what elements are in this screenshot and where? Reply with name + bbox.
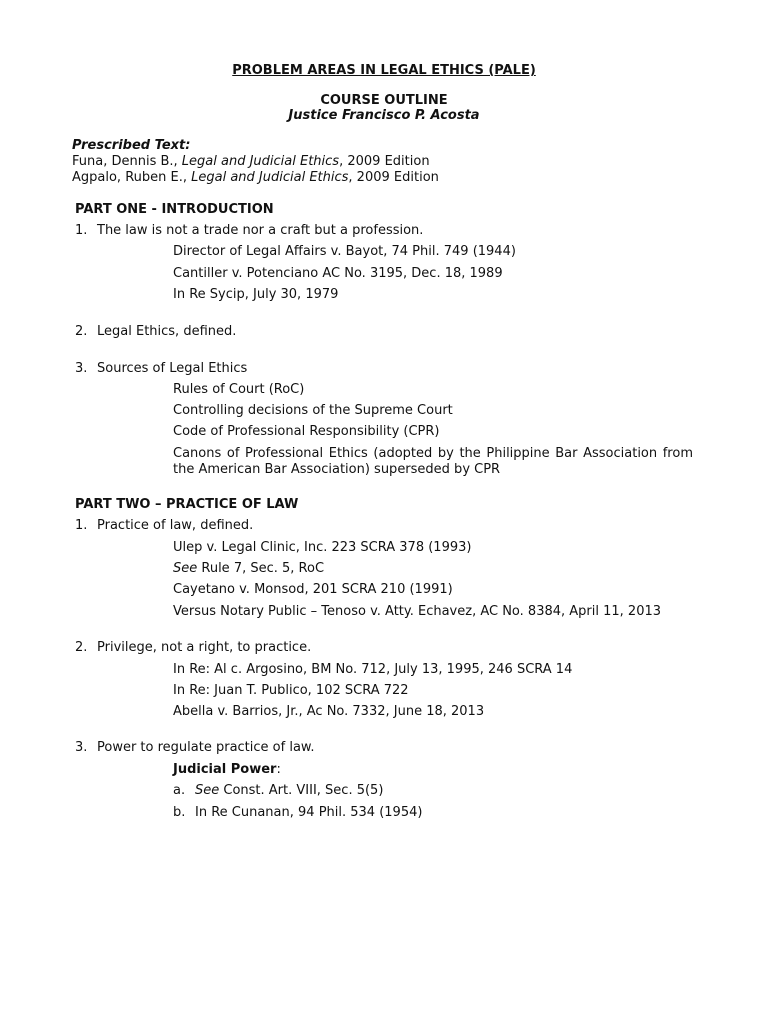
course-outline-heading: COURSE OUTLINE	[320, 93, 448, 108]
sub-item-b	[173, 805, 422, 821]
part-two-item-2	[75, 640, 311, 656]
citation	[173, 561, 693, 577]
part-two-item-3	[75, 740, 314, 756]
citation: Ulep v. Legal Clinic, Inc. 223 SCRA 378 (1993)	[173, 540, 472, 555]
prescribed-ref-1	[72, 154, 712, 170]
citation: In Re Sycip, July 30, 1979	[173, 287, 339, 302]
citation: Director of Legal Affairs v. Bayot, 74 Phil. 749 (1944)	[173, 244, 516, 259]
citation: Abella v. Barrios, Jr., Ac No. 7332, June 18, 2013	[173, 704, 485, 719]
citation: Cantiller v. Potenciano AC No. 3195, Dec. 18, 1989	[173, 266, 503, 281]
item-text: Privilege, not a right, to practice.	[97, 640, 312, 655]
ref-title: Legal and Judicial Ethics	[191, 170, 349, 185]
citation: Cayetano v. Monsod, 201 SCRA 210 (1991)	[173, 582, 453, 597]
item-text: Practice of law, defined.	[97, 518, 254, 533]
citation: Controlling decisions of the Supreme Court	[173, 403, 453, 418]
part-two-heading: PART TWO – PRACTICE OF LAW	[75, 497, 299, 512]
citation: In Re: Al c. Argosino, BM No. 712, July 13, 1995, 246 SCRA 14	[173, 662, 573, 677]
citation-emphasis: See	[173, 561, 198, 576]
subheading-rest: :	[276, 762, 281, 777]
author-name: Justice Francisco P. Acosta	[288, 108, 480, 123]
ref-author: Funa, Dennis B.,	[72, 154, 182, 169]
citation: Code of Professional Responsibility (CPR)	[173, 424, 440, 439]
sub-emphasis: See	[195, 783, 220, 798]
sub-letter: b.	[173, 805, 186, 820]
sub-text: Const. Art. VIII, Sec. 5(5)	[219, 783, 384, 798]
item-text: Legal Ethics, defined.	[97, 324, 237, 339]
item-number: 3.	[75, 740, 88, 755]
prescribed-ref-2	[72, 170, 712, 186]
ref-edition: , 2009 Edition	[348, 170, 439, 185]
part-one-item-3	[75, 361, 247, 377]
item-text: The law is not a trade nor a craft but a profession.	[97, 223, 424, 238]
item-number: 1.	[75, 223, 88, 238]
citation: Versus Notary Public – Tenoso v. Atty. Echavez, AC No. 8384, April 11, 2013	[173, 604, 662, 619]
part-one-heading: PART ONE - INTRODUCTION	[75, 202, 274, 217]
subheading-bold: Judicial Power	[173, 762, 277, 777]
part-two-item-1	[75, 518, 253, 534]
citation: Rules of Court (RoC)	[173, 382, 305, 397]
item-number: 2.	[75, 640, 88, 655]
ref-author: Agpalo, Ruben E.,	[72, 170, 192, 185]
item-number: 1.	[75, 518, 88, 533]
prescribed-text-block	[72, 138, 712, 186]
citation: Canons of Professional Ethics (adopted by the Philippine Bar Association from the American Bar Association) superseded by CPR	[173, 446, 693, 477]
part-one-item-2	[75, 324, 236, 340]
document-title: PROBLEM AREAS IN LEGAL ETHICS (PALE)	[232, 63, 536, 78]
sub-item-a	[173, 783, 383, 799]
item-number: 2.	[75, 324, 88, 339]
citation-text: Rule 7, Sec. 5, RoC	[197, 561, 325, 576]
prescribed-text-label: Prescribed Text:	[72, 138, 191, 153]
judicial-power-subheading	[173, 762, 693, 778]
item-text: Power to regulate practice of law.	[97, 740, 315, 755]
item-text: Sources of Legal Ethics	[97, 361, 248, 376]
part-one-item-1	[75, 223, 423, 239]
item-number: 3.	[75, 361, 88, 376]
sub-letter: a.	[173, 783, 186, 798]
citation: In Re: Juan T. Publico, 102 SCRA 722	[173, 683, 409, 698]
ref-title: Legal and Judicial Ethics	[181, 154, 340, 169]
sub-text: In Re Cunanan, 94 Phil. 534 (1954)	[195, 805, 423, 820]
ref-edition: , 2009 Edition	[339, 154, 430, 169]
